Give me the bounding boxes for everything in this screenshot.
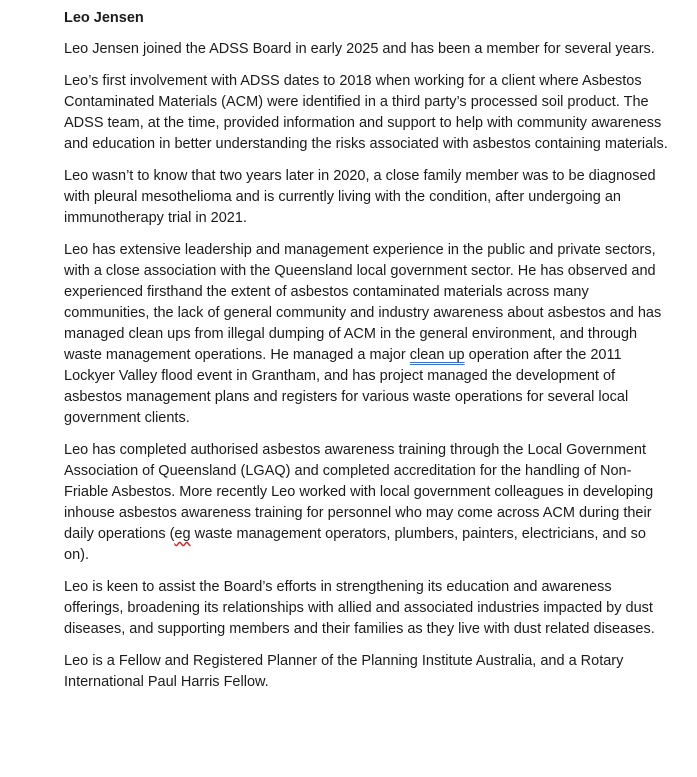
paragraph-training-text-end: waste management operators, plumbers, painters, electricians, and so on). (64, 526, 646, 563)
paragraph-training-text-start: Leo has completed authorised asbestos awareness training through the Local Government Association of Queensland (LGAQ) and completed accreditation for the handling of Non-Friable Asbestos. More recently Leo worked with local government colleagues in developing inhouse asbestos awareness training for personnel who may come across ACM during their daily operations ( (64, 442, 654, 542)
bio-heading: Leo Jensen (64, 10, 144, 26)
paragraph-experience-text-start: Leo has extensive leadership and management experience in the public and private sectors, with a close association with the Queensland local government sector. He has observed and experienced firsthand the extent of asbestos contaminated materials across many communities, the lack of general community and industry awareness about asbestos and has managed clean ups from illegal dumping of ACM in the general environment, and through waste management operations. He managed a major (64, 242, 662, 363)
paragraph-family-diagnosis: Leo wasn’t to know that two years later in 2020, a close family member was to be diagnosed with pleural mesothelioma and is currently living with the condition, after undergoing an immunotherapy trial in 2021. (64, 168, 656, 226)
paragraph-training (64, 440, 669, 566)
paragraph-first-involvement: Leo’s first involvement with ADSS dates to 2018 when working for a client where Asbestos Contaminated Materials (ACM) were identified in a third party’s processed soil product. The ADSS team, at the time, provided information and support to help with community awareness and education in better understanding the risks associated with asbestos containing materials. (64, 73, 668, 152)
paragraph-joined-board: Leo Jensen joined the ADSS Board in early 2025 and has been a member for several years. (64, 41, 655, 57)
paragraph-experience-text-end: operation after the 2011 Lockyer Valley flood event in Grantham, and has project managed the development of asbestos management plans and registers for various waste operations for several local government clients. (64, 347, 629, 426)
paragraph-fellowships: Leo is a Fellow and Registered Planner of the Planning Institute Australia, and a Rotary International Paul Harris Fellow. (64, 653, 624, 690)
paragraph-board-efforts: Leo is keen to assist the Board’s efforts in strengthening its education and awareness offerings, broadening its relationships with allied and associated industries impacted by dust diseases, and supporting members and their families as they live with dust related diseases. (64, 579, 655, 637)
paragraph-experience (64, 240, 669, 429)
spelling-flagged-word[interactable]: eg (174, 526, 191, 542)
grammar-flagged-word[interactable]: clean up (409, 347, 465, 363)
document-body (64, 8, 669, 704)
